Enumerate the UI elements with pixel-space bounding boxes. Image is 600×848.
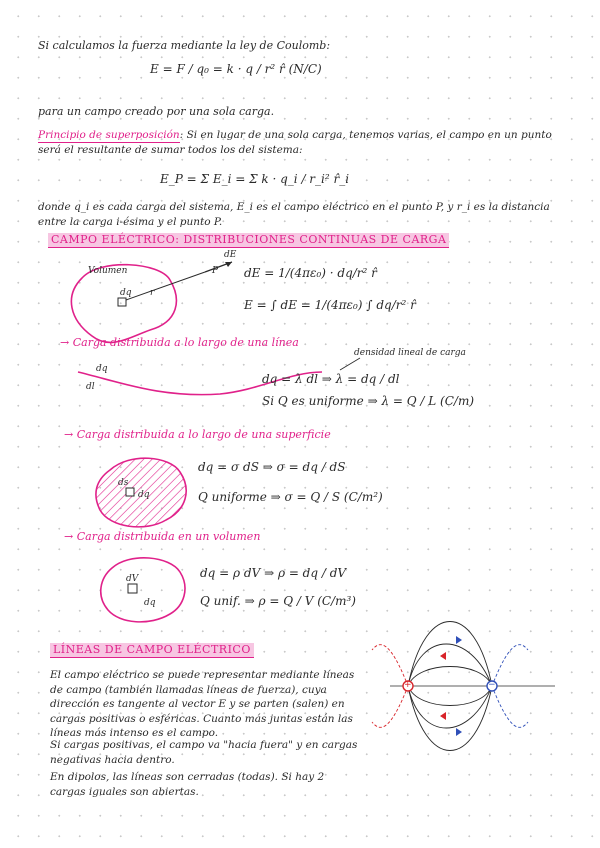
field-lines-paragraph-3: En dipolos, las líneas son cerradas (todas). Si hay 2 cargas iguales son abiertas. [50,771,325,798]
surface-charge-bullet: → Carga distribuida a lo largo de una superficie [64,428,331,441]
dE-formula: dE = 1/(4πε₀) · dq/r² r̂ [244,266,377,280]
sigma-formula: dq = σ dS ⇒ σ = dq / dS [198,460,346,474]
dq-label: dq [120,288,132,298]
field-lines-heading [50,642,254,657]
intro-line-2: para un campo creado por una sola carga. [38,105,275,118]
lambda-formula: dq = λ dl ⇒ λ = dq / dl [262,372,400,386]
dipole-diagram [372,622,555,751]
intro-line: Si calculamos la fuerza mediante la ley de Coulomb: [38,39,331,52]
line-dq-label: dq [96,364,108,374]
rho-formula: dq = ρ dV ⇒ ρ = dq / dV [200,566,347,580]
positive-charge-sign: + [404,680,412,690]
line-density-annotation: densidad lineal de carga [354,348,466,358]
surface-dq-label: dq [138,490,150,500]
lambda-uniform: Si Q es uniforme ⇒ λ = Q / L (C/m) [262,394,475,408]
volume-label: Volumen [88,266,128,276]
rho-uniform: Q unif. ⇒ ρ = Q / V (C/m³) [200,594,356,608]
field-lines-heading-text: LÍNEAS DE CAMPO ELÉCTRICO [50,643,254,658]
superposition-title: Principio de superposición [38,129,180,141]
field-lines-paragraph-1: El campo eléctrico se puede representar mediante líneas de campo (también llamadas líneas de fuerza), cuya dirección es tangente al vector E y se parten (salen) en cargas positivas o esféricas. Cuanto más juntas están las líneas más intenso es el campo. [50,669,355,739]
volume-dV-label: dV [126,574,139,584]
field-lines-paragraph-2: Si cargas positivas, el campo va "hacia fuera" y en cargas negativas hacia dentro. [50,739,358,766]
volume-blob-2 [101,558,185,622]
line-charge-bullet: → Carga distribuida a lo largo de una línea [60,336,299,349]
volume-dq-label: dq [144,598,156,608]
superposition-note: donde q_i es cada carga del sistema, E_i es el campo eléctrico en el punto P, y r_i es la distancia entre la carga i-ésima y el punto P. [38,201,550,228]
dE-label: dE [224,250,237,260]
superposition-text: : Si en lugar de una sola carga, tenemos varias, el campo en un punto será el resultante de sumar todos los del sistema: [38,129,552,156]
superposition-formula: E_P = Σ E_i = Σ k · q_i / r_i² r̂_i [160,172,350,186]
r-label: r [150,288,155,298]
volume-charge-bullet: → Carga distribuida en un volumen [64,530,261,543]
negative-charge-sign: − [488,680,496,690]
E-integral-formula: E = ∫ dE = 1/(4πε₀) ∫ dq/r² r̂ [244,298,416,312]
surface-ds-label: ds [118,478,129,488]
continuous-heading-text: CAMPO ELÉCTRICO: DISTRIBUCIONES CONTINUAS DE CARGA [48,233,449,248]
r-vector [126,272,205,300]
line-dl-label: dl [86,382,95,392]
sigma-uniform: Q uniforme ⇒ σ = Q / S (C/m²) [198,490,383,504]
coulomb-formula: E = F / q₀ = k · q / r² r̂ (N/C) [150,62,322,76]
P-label: P [212,266,219,276]
